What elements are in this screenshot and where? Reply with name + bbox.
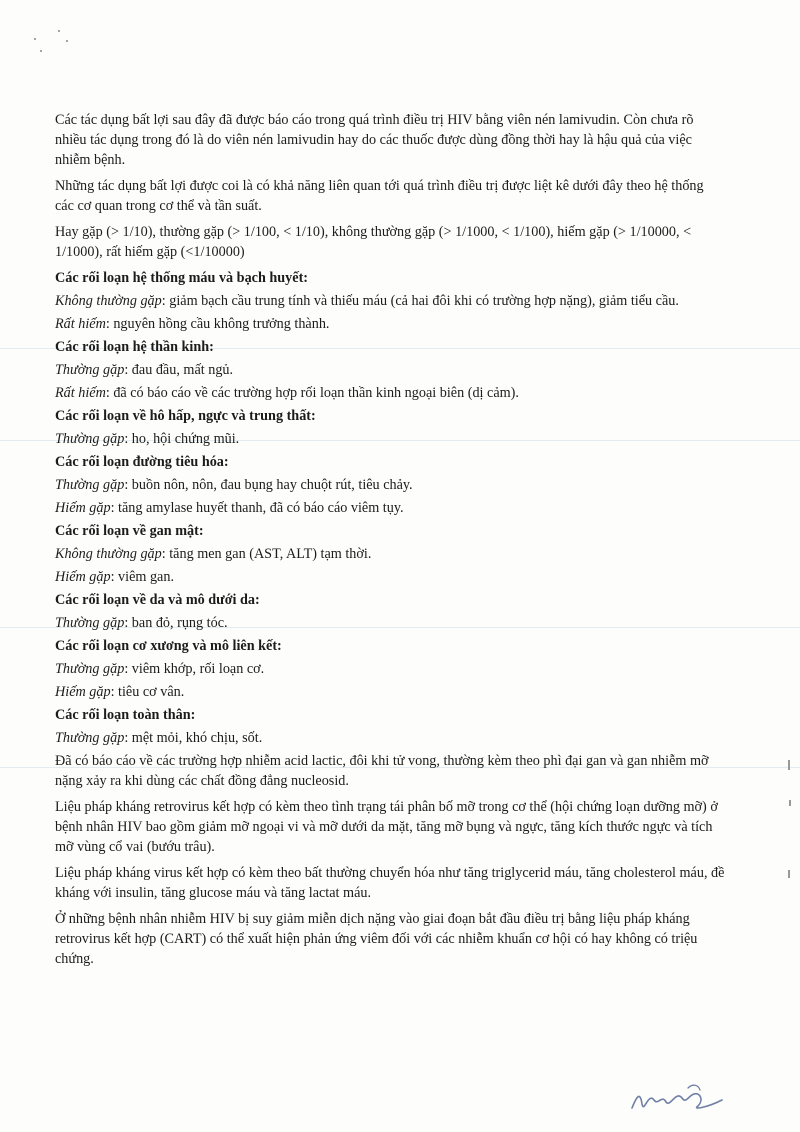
list-item (55, 659, 725, 679)
item-text: : đã có báo cáo về các trường hợp rối loạn thần kinh ngoại biên (dị cảm). (105, 385, 519, 401)
item-text: : viêm khớp, rối loạn cơ. (124, 661, 265, 677)
item-text: : đau đầu, mất ngủ. (124, 362, 234, 378)
item-text: : tăng men gan (AST, ALT) tạm thời. (161, 546, 372, 562)
item-text: : nguyên hồng cầu không trưởng thành. (105, 316, 330, 332)
list-item (55, 360, 725, 380)
section-heading-musculoskeletal: Các rối loạn cơ xương và mô liên kết: (55, 638, 282, 654)
scan-edge-marks (786, 760, 794, 900)
frequency-label: Rất hiếm (55, 385, 106, 401)
handwritten-initials-icon (626, 1078, 736, 1118)
list-item (55, 682, 725, 702)
item-text: : giảm bạch cầu trung tính và thiếu máu (cả hai đôi khi có trường hợp nặng), giảm tiểu cầu. (161, 293, 679, 309)
frequency-label: Hiếm gặp (55, 500, 111, 516)
scan-specks (28, 28, 88, 58)
list-item (55, 291, 725, 311)
frequency-label: Hiếm gặp (55, 684, 111, 700)
item-text: : buồn nôn, nôn, đau bụng hay chuột rút, tiêu chảy. (124, 477, 413, 493)
frequency-label: Không thường gặp (55, 293, 162, 309)
intro-paragraph: Những tác dụng bất lợi được coi là có khả năng liên quan tới quá trình điều trị được liệt kê dưới đây theo hệ thống các cơ quan trong cơ thể và tần suất. (55, 178, 704, 214)
closing-paragraph: Liệu pháp kháng retrovirus kết hợp có kèm theo tình trạng tái phân bố mỡ trong cơ thể (hội chứng loạn dưỡng mỡ) ở bệnh nhân HIV bao gồm giảm mỡ ngoại vi và mỡ dưới da mặt, tăng mỡ bụng và ngực, tăng kích thước ngực và tích mỡ vùng cổ vai (bướu trâu). (55, 799, 718, 855)
closing-paragraph: Liệu pháp kháng virus kết hợp có kèm theo bất thường chuyển hóa như tăng triglycerid máu, tăng cholesterol máu, đề kháng với insulin, tăng glucose máu và tăng lactat máu. (55, 865, 725, 901)
section-heading-digestive: Các rối loạn đường tiêu hóa: (55, 454, 229, 470)
frequency-legend: Hay gặp (> 1/10), thường gặp (> 1/100, < 1/10), không thường gặp (> 1/1000, < 1/100), hiếm gặp (> 1/10000, < 1/1000), rất hiếm gặp (<1/10000) (55, 224, 692, 260)
frequency-label: Thường gặp (55, 431, 125, 447)
list-item (55, 544, 725, 564)
frequency-label: Thường gặp (55, 362, 125, 378)
section-heading-respiratory: Các rối loạn về hô hấp, ngực và trung thất: (55, 408, 316, 424)
section-heading-skin: Các rối loạn về da và mô dưới da: (55, 592, 260, 608)
list-item (55, 613, 725, 633)
frequency-label: Không thường gặp (55, 546, 162, 562)
section-heading-blood: Các rối loạn hệ thống máu và bạch huyết: (55, 270, 309, 286)
frequency-label: Thường gặp (55, 615, 125, 631)
frequency-label: Thường gặp (55, 730, 125, 746)
section-heading-general: Các rối loạn toàn thân: (55, 707, 196, 723)
frequency-label: Thường gặp (55, 661, 125, 677)
list-item (55, 314, 725, 334)
list-item (55, 475, 725, 495)
section-heading-hepatobiliary: Các rối loạn về gan mật: (55, 523, 204, 539)
document-body (55, 110, 725, 975)
closing-paragraph: Đã có báo cáo về các trường hợp nhiễm acid lactic, đôi khi tử vong, thường kèm theo phì đại gan và gan nhiễm mỡ nặng xảy ra khi dùng các chất đồng đẳng nucleosid. (55, 753, 709, 789)
list-item (55, 728, 725, 748)
list-item (55, 498, 725, 518)
section-heading-nervous: Các rối loạn hệ thần kinh: (55, 339, 214, 355)
item-text: : ho, hội chứng mũi. (124, 431, 240, 447)
list-item (55, 567, 725, 587)
item-text: : mệt mỏi, khó chịu, sốt. (124, 730, 263, 746)
item-text: : tăng amylase huyết thanh, đã có báo cáo viêm tụy. (110, 500, 404, 516)
item-text: : viêm gan. (110, 569, 174, 585)
frequency-label: Thường gặp (55, 477, 125, 493)
item-text: : tiêu cơ vân. (110, 684, 185, 700)
intro-paragraph: Các tác dụng bất lợi sau đây đã được báo cáo trong quá trình điều trị HIV bằng viên nén lamivudin. Còn chưa rõ nhiều tác dụng trong đó là do viên nén lamivudin hay do các thuốc được dùng đồng thời hay là hậu quả của việc nhiễm bệnh. (55, 112, 694, 168)
frequency-label: Hiếm gặp (55, 569, 111, 585)
item-text: : ban đỏ, rụng tóc. (124, 615, 228, 631)
closing-paragraph: Ở những bệnh nhân nhiễm HIV bị suy giảm miễn dịch nặng vào giai đoạn bắt đầu điều trị bằng liệu pháp kháng retrovirus kết hợp (CART) có thể xuất hiện phản ứng viêm đối với các nhiễm khuẩn cơ hội có hay không có triệu chứng. (55, 911, 698, 967)
list-item (55, 383, 725, 403)
list-item (55, 429, 725, 449)
frequency-label: Rất hiếm (55, 316, 106, 332)
